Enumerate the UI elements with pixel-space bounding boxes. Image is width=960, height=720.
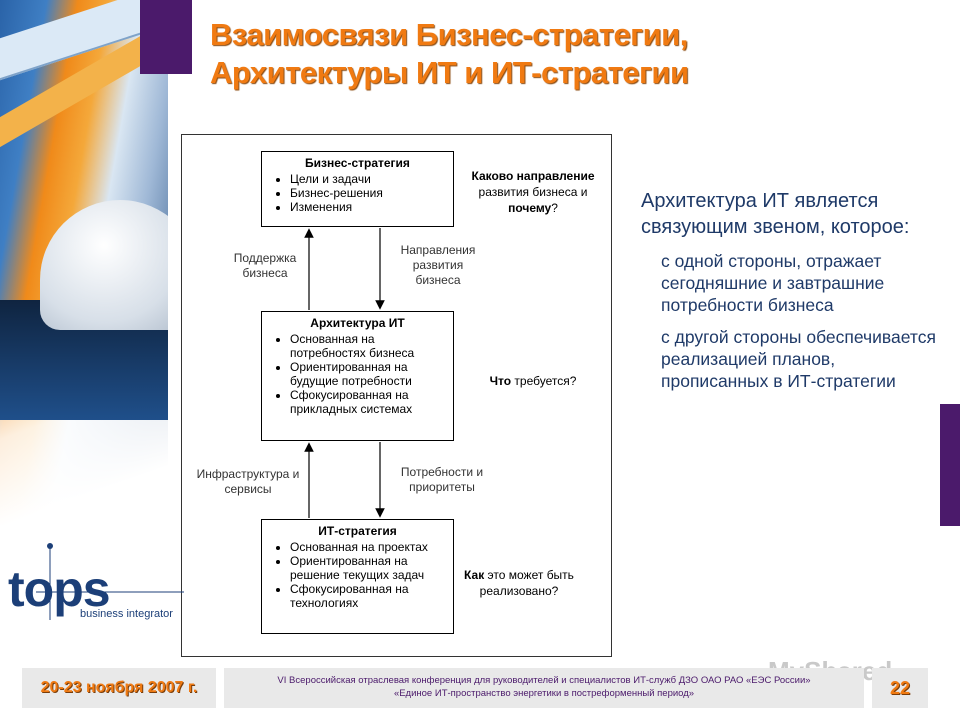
label-infrastructure: Инфраструктура и сервисы	[196, 467, 300, 496]
explanation-text	[641, 188, 936, 392]
slide-title	[210, 16, 910, 92]
title-line-2: Архитектуры ИТ и ИТ-стратегии	[210, 55, 689, 90]
footer-conference	[224, 668, 864, 708]
question-mark: ?	[551, 201, 558, 215]
list-item: • Ориентированная на будущие потребности	[290, 360, 447, 388]
list-item: • Основанная на проектах	[290, 540, 447, 554]
question-text: это может быть реализовано?	[479, 568, 574, 598]
conference-line-1: VI Всероссийская отраслевая конференция для руководителей и специалистов ИТ-служб ДЗО ОАО РАО «ЕЭС России»	[277, 675, 811, 686]
list-item: • Сфокусированная на технологиях	[290, 582, 447, 610]
conference-line-2: «Единое ИТ-пространство энергетики в постреформенный период»	[393, 688, 695, 699]
question-bold: Как	[464, 568, 485, 582]
diagram-arrows	[182, 135, 613, 658]
question-bold: почему	[508, 201, 552, 215]
logo-wordmark: tops	[8, 561, 110, 617]
page-number: 22	[872, 668, 928, 708]
question-bold: Каково направление	[471, 169, 595, 183]
list-item: • Цели и задачи	[290, 172, 447, 186]
accent-bar-right	[940, 404, 960, 526]
footer-date: 20-23 ноября 2007 г.	[22, 668, 216, 708]
label-business-directions: Направления развития бизнеса	[400, 243, 476, 287]
header-photo-collage	[0, 0, 168, 525]
logo-tagline: business integrator	[80, 608, 173, 620]
box-title: ИТ-стратегия	[318, 524, 397, 538]
point-one: с одной стороны, отражает сегодняшние и завтрашние потребности бизнеса	[661, 251, 885, 315]
list-item: • Изменения	[290, 200, 447, 214]
question-text: развития бизнеса и	[478, 185, 588, 199]
box-title: Архитектура ИТ	[310, 316, 405, 330]
question-bold: Что	[489, 374, 512, 388]
lead-paragraph: Архитектура ИТ является связующим звеном, которое:	[641, 190, 910, 238]
accent-bar-top	[140, 0, 192, 74]
relationship-diagram	[181, 134, 612, 657]
title-line-1: Взаимосвязи Бизнес-стратегии,	[210, 17, 688, 52]
list-item: • Сфокусированная на прикладных системах	[290, 388, 447, 416]
label-needs-priorities: Потребности и приоритеты	[400, 465, 484, 494]
point-two: с другой стороны обеспечивается реализацией планов, прописанных в ИТ-стратегии	[661, 327, 936, 391]
list-item: • Ориентированная на решение текущих задач	[290, 554, 447, 582]
label-business-support: Поддержка бизнеса	[233, 251, 297, 280]
list-item: • Бизнес-решения	[290, 186, 447, 200]
question-text: требуется?	[511, 374, 577, 388]
tops-logo	[8, 540, 183, 630]
box-title: Бизнес-стратегия	[305, 156, 410, 170]
hardhat-image	[40, 200, 168, 330]
list-item: • Основанная на потребностях бизнеса	[290, 332, 447, 360]
